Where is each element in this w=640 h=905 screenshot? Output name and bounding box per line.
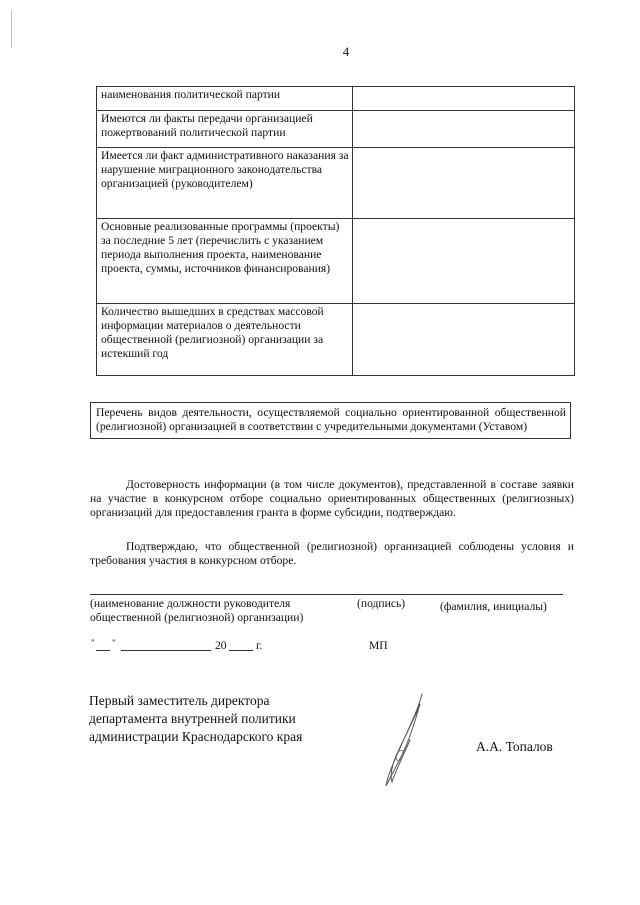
table-row [97, 148, 575, 219]
date-day-blank [96, 650, 110, 651]
compliance-paragraph: Подтверждаю, что общественной (религиозной) организацией соблюдены условия и требования участия в конкурсном отборе. [90, 540, 574, 567]
table-answer-cell [352, 304, 574, 376]
scan-margin-mark [11, 10, 12, 48]
date-month-blank [121, 650, 211, 651]
table-answer-cell [352, 219, 574, 304]
handwritten-signature [378, 690, 434, 790]
table-question-cell: Основные реализованные программы (проекты) за последние 5 лет (перечислить с указанием периода выполнения проекта, наименование проекта, суммы, источников финансирования) [97, 219, 353, 304]
signer-name: А.А. Топалов [476, 739, 553, 754]
table-row [97, 304, 575, 376]
table-answer-cell [352, 111, 574, 148]
page-number: 4 [342, 44, 350, 59]
stamp-label: МП [369, 639, 388, 652]
signer-title-line1: Первый заместитель директора [89, 693, 270, 708]
position-label-line2: общественной (религиозной) организации) [90, 611, 304, 624]
date-close-quote: " [112, 638, 116, 648]
table-question-cell: Имеется ли факт административного наказания за нарушение миграционного законодательства организацией (руководителем) [97, 148, 353, 219]
signature-rule [90, 594, 563, 595]
table-answer-cell [352, 87, 574, 111]
table-question-cell: наименования политической партии [97, 87, 353, 111]
date-year-prefix: 20 [215, 639, 227, 652]
table-question-cell: Количество вышедших в средствах массовой информации материалов о деятельности общественной (религиозной) организации за истекший год [97, 304, 353, 376]
date-year-blank [229, 650, 253, 651]
table-row [97, 111, 575, 148]
signer-title-line3: администрации Краснодарского края [89, 729, 303, 744]
table-answer-cell [352, 148, 574, 219]
table-row [97, 87, 575, 111]
info-table [96, 86, 575, 376]
signer-title [89, 692, 302, 746]
signature-label: (подпись) [357, 597, 406, 610]
name-label: (фамилия, инициалы) [440, 600, 547, 613]
activities-box: Перечень видов деятельности, осуществляемой социально ориентированной общественной (религиозной) организацией в соответствии с учредительными документами (Уставом) [90, 402, 571, 439]
date-year-suffix: г. [256, 639, 263, 652]
date-open-quote: " [91, 638, 95, 648]
table-row [97, 219, 575, 304]
signer-title-line2: департамента внутренней политики [89, 711, 296, 726]
position-label-line1: (наименование должности руководителя [90, 597, 291, 610]
reliability-paragraph: Достоверность информации (в том числе документов), представленной в составе заявки на участие в конкурсном отборе социально ориентированных общественных (религиозных) организаций для предоставления гранта в форме субсидии, подтверждаю. [90, 478, 574, 519]
table-question-cell: Имеются ли факты передачи организацией пожертвований политической партии [97, 111, 353, 148]
